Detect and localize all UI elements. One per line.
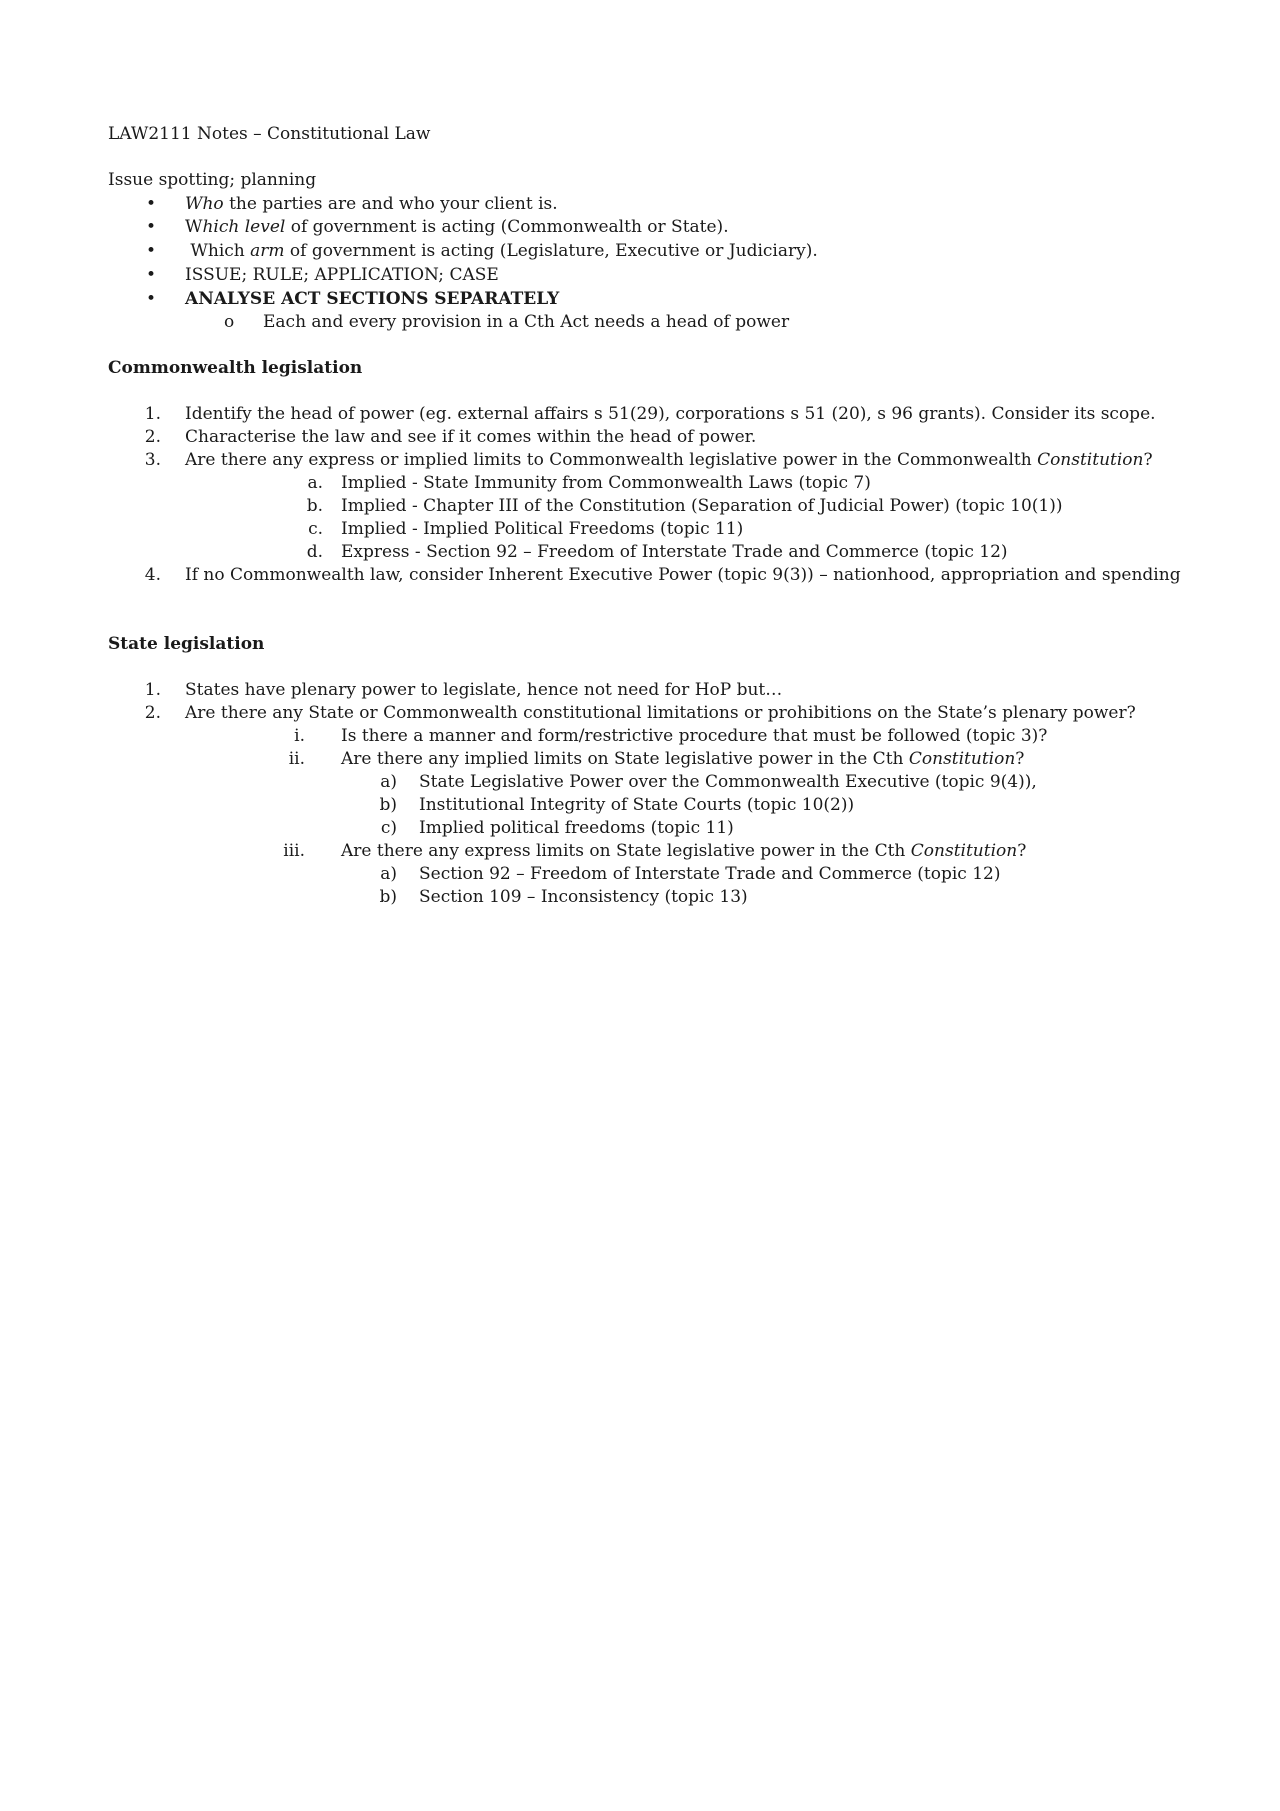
state-item-text: Are there any State or Commonwealth constitutional limitations or prohibitions on the State’s plenary power? [185,703,1136,723]
state-roman-text: Are there any implied limits on State legislative power in the Cth Constitution? [341,749,1025,769]
state-roman-number: ii. [288,749,305,769]
state-implied-sub-text: Institutional Integrity of State Courts (topic 10(2)) [419,795,855,815]
issue-item-irac: ISSUE; RULE; APPLICATION; CASE [185,265,499,285]
issue-spotting-heading: Issue spotting; planning [108,170,317,190]
issue-item-which-arm: Which arm of government is acting (Legislature, Executive or Judiciary). [185,241,818,261]
state-express-sub-text: Section 109 – Inconsistency (topic 13) [419,887,748,907]
cth-sub-item-text: Express - Section 92 – Freedom of Interstate Trade and Commerce (topic 12) [341,542,1008,562]
state-implied-sub-letter: b) [379,795,397,815]
issue-item-which-level: Which level of government is acting (Commonwealth or State). [185,217,729,237]
state-roman-text: Is there a manner and form/restrictive procedure that must be followed (topic 3)? [341,726,1048,746]
state-express-sub-text: Section 92 – Freedom of Interstate Trade and Commerce (topic 12) [419,864,1001,884]
cth-sub-item-text: Implied - Implied Political Freedoms (topic 11) [341,519,744,539]
state-heading: State legislation [108,634,265,654]
issue-sub-item: Each and every provision in a Cth Act needs a head of power [263,312,790,332]
state-implied-sub-text: State Legislative Power over the Commonwealth Executive (topic 9(4)), [419,772,1037,792]
cth-sub-item-letter: c. [308,519,323,539]
bullet-marker: • [146,217,157,237]
cth-sub-item-letter: b. [306,496,323,516]
state-implied-sub-letter: a) [380,772,397,792]
cth-sub-item-text: Implied - State Immunity from Commonwealth Laws (topic 7) [341,473,871,493]
bullet-marker: • [146,265,157,285]
cth-item-text: Characterise the law and see if it comes within the head of power. [185,427,757,447]
issue-item-who: Who the parties are and who your client is. [185,194,558,214]
state-implied-sub-text: Implied political freedoms (topic 11) [419,818,734,838]
cth-item-text: Are there any express or implied limits to Commonwealth legislative power in the Commonwealth Constitution? [185,450,1153,470]
bullet-marker: • [146,289,157,309]
state-implied-sub-letter: c) [380,818,397,838]
sub-bullet-marker: o [224,312,235,332]
bullet-marker: • [146,241,157,261]
cth-item-text: If no Commonwealth law, consider Inherent Executive Power (topic 9(3)) – nationhood, appropriation and spending [185,565,1181,585]
state-roman-number: iii. [283,841,305,861]
state-express-sub-letter: b) [379,887,397,907]
state-express-sub-letter: a) [380,864,397,884]
cth-item-text: Identify the head of power (eg. external affairs s 51(29), corporations s 51 (20), s 96 grants). Consider its scope. [185,404,1156,424]
state-item-number: 1. [144,680,161,700]
state-roman-number: i. [294,726,305,746]
document-title: LAW2111 Notes – Constitutional Law [108,124,431,144]
cth-sub-item-text: Implied - Chapter III of the Constitution (Separation of Judicial Power) (topic 10(1)) [341,496,1063,516]
cth-sub-item-letter: a. [307,473,323,493]
cth-item-number: 4. [144,565,161,585]
cth-item-number: 1. [144,404,161,424]
cth-sub-item-letter: d. [306,542,323,562]
cth-heading: Commonwealth legislation [108,358,363,378]
issue-item-analyse: ANALYSE ACT SECTIONS SEPARATELY [185,289,560,309]
state-item-text: States have plenary power to legislate, hence not need for HoP but… [185,680,783,700]
cth-item-number: 3. [144,450,161,470]
bullet-marker: • [146,194,157,214]
state-roman-text: Are there any express limits on State legislative power in the Cth Constitution? [341,841,1027,861]
state-item-number: 2. [144,703,161,723]
cth-item-number: 2. [144,427,161,447]
